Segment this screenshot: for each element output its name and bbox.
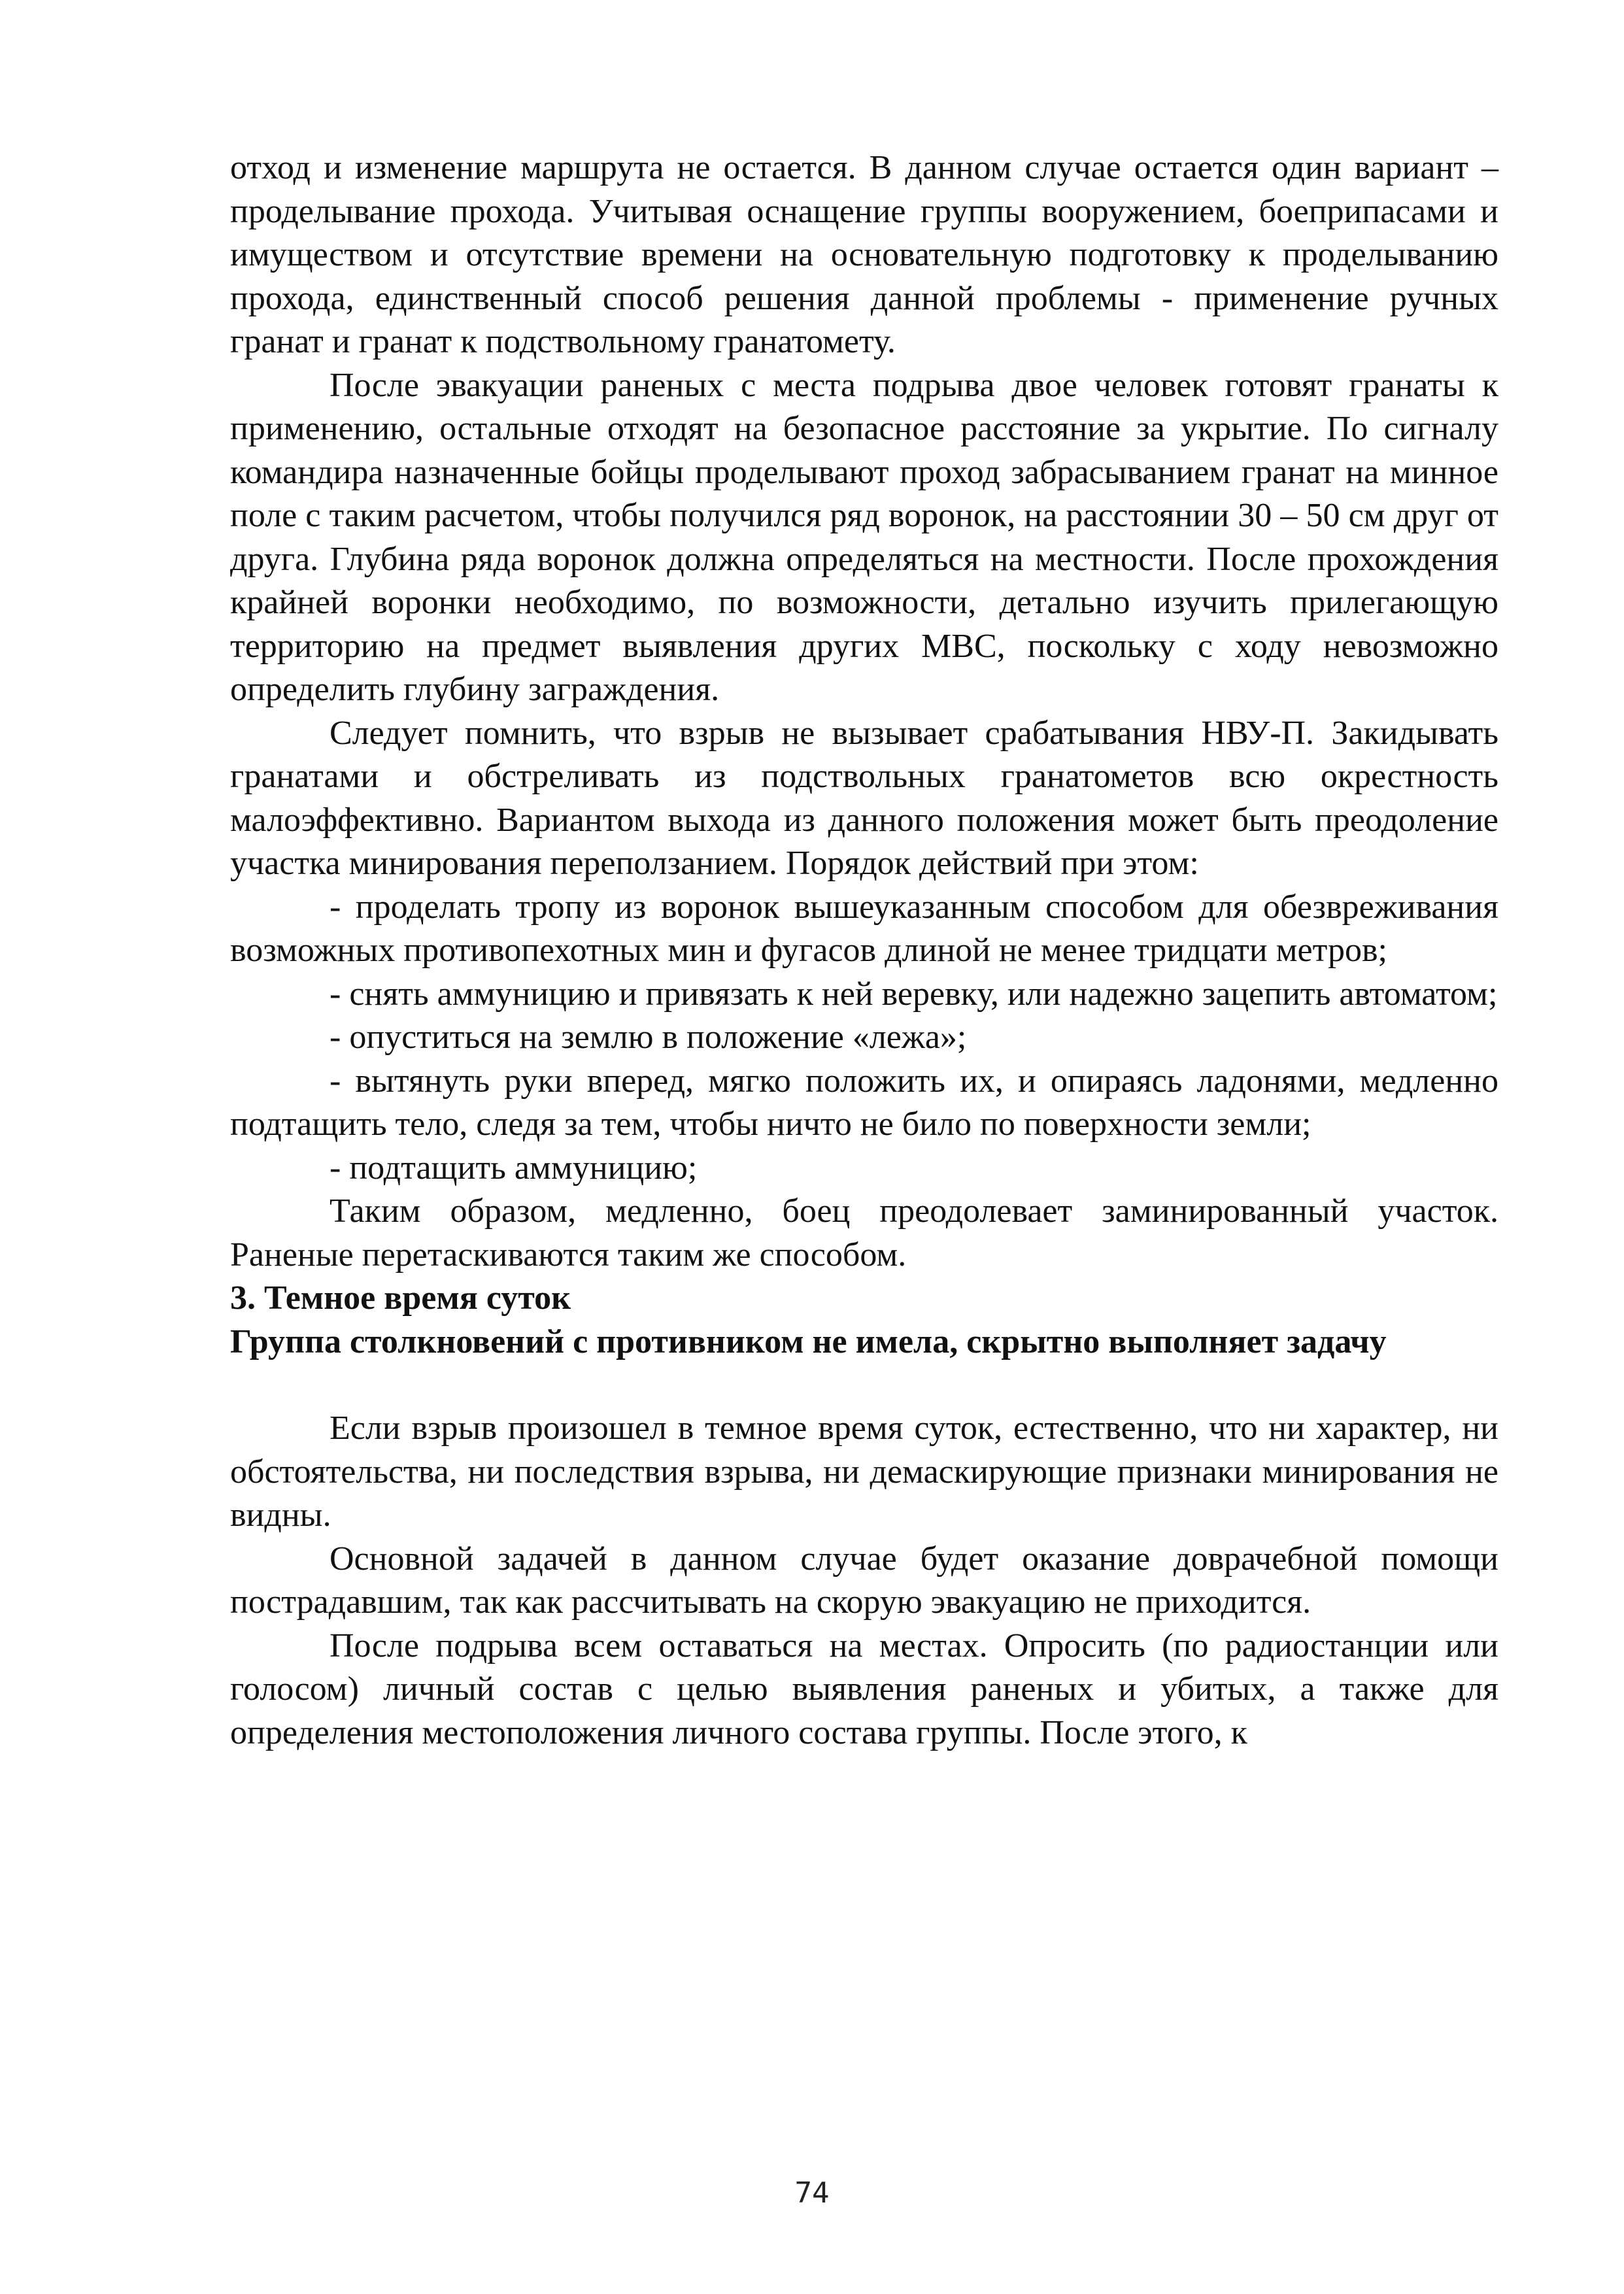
document-page (230, 146, 1498, 2186)
spacer (230, 1364, 1498, 1407)
list-item: - вытянуть руки вперед, мягко положить их, и опираясь ладонями, медленно подтащить тело, следя за тем, чтобы ничто не било по поверхности земли; (230, 1062, 1498, 1143)
section-heading: 3. Темное время суток (230, 1279, 571, 1317)
list-item: - проделать тропу из воронок вышеуказанным способом для обезвреживания возможных противопехотных мин и фугасов длиной не менее тридцати метров; (230, 888, 1498, 969)
page-number: 74 (794, 2176, 830, 2210)
list-item: - опуститься на землю в положение «лежа»; (330, 1019, 967, 1056)
subsection-heading: Группа столкновений с противником не имела, скрытно выполняет задачу (230, 1323, 1387, 1360)
list-item: - снять аммуницию и привязать к ней веревку, или надежно зацепить автоматом; (330, 975, 1498, 1013)
paragraph: отход и изменение маршрута не остается. В данном случае остается один вариант – проделывание прохода. Учитывая оснащение группы вооружением, боеприпасами и имуществом и отсутствие времени на основательную подготовку к проделыванию прохода, единственный способ решения данной проблемы - применение ручных гранат и гранат к подствольному гранатомету. (230, 149, 1498, 360)
paragraph: После подрыва всем оставаться на местах. Опросить (по радиостанции или голосом) личный состав с целью выявления раненых и убитых, а также для определения местоположения личного состава группы. После этого, к (230, 1627, 1498, 1751)
paragraph: Если взрыв произошел в темное время суток, естественно, что ни характер, ни обстоятельства, ни последствия взрыва, ни демаскирующие признаки минирования не видны. (230, 1409, 1498, 1534)
list-item: - подтащить аммуницию; (330, 1149, 698, 1187)
paragraph: Следует помнить, что взрыв не вызывает срабатывания НВУ-П. Закидывать гранатами и обстреливать из подствольных гранатометов всю окрестность малоэффективно. Вариантом выхода из данного положения может быть преодоление участка минирования переползанием. Порядок действий при этом: (230, 714, 1498, 882)
paragraph: После эвакуации раненых с места подрыва двое человек готовят гранаты к применению, остальные отходят на безопасное расстояние за укрытие. По сигналу командира назначенные бойцы проделывают проход забрасыванием гранат на минное поле с таким расчетом, чтобы получился ряд воронок, на расстоянии 30 – 50 см друг от друга. Глубина ряда воронок должна определяться на местности. После прохождения крайней воронки необходимо, по возможности, детально изучить прилегающую территорию на предмет выявления других МВС, поскольку с ходу невозможно определить глубину заграждения. (230, 366, 1498, 708)
paragraph: Основной задачей в данном случае будет оказание доврачебной помощи пострадавшим, так как рассчитывать на скорую эвакуацию не приходится. (230, 1540, 1498, 1621)
paragraph: Таким образом, медленно, боец преодолевает заминированный участок. Раненые перетаскиваются таким же способом. (230, 1192, 1498, 1274)
